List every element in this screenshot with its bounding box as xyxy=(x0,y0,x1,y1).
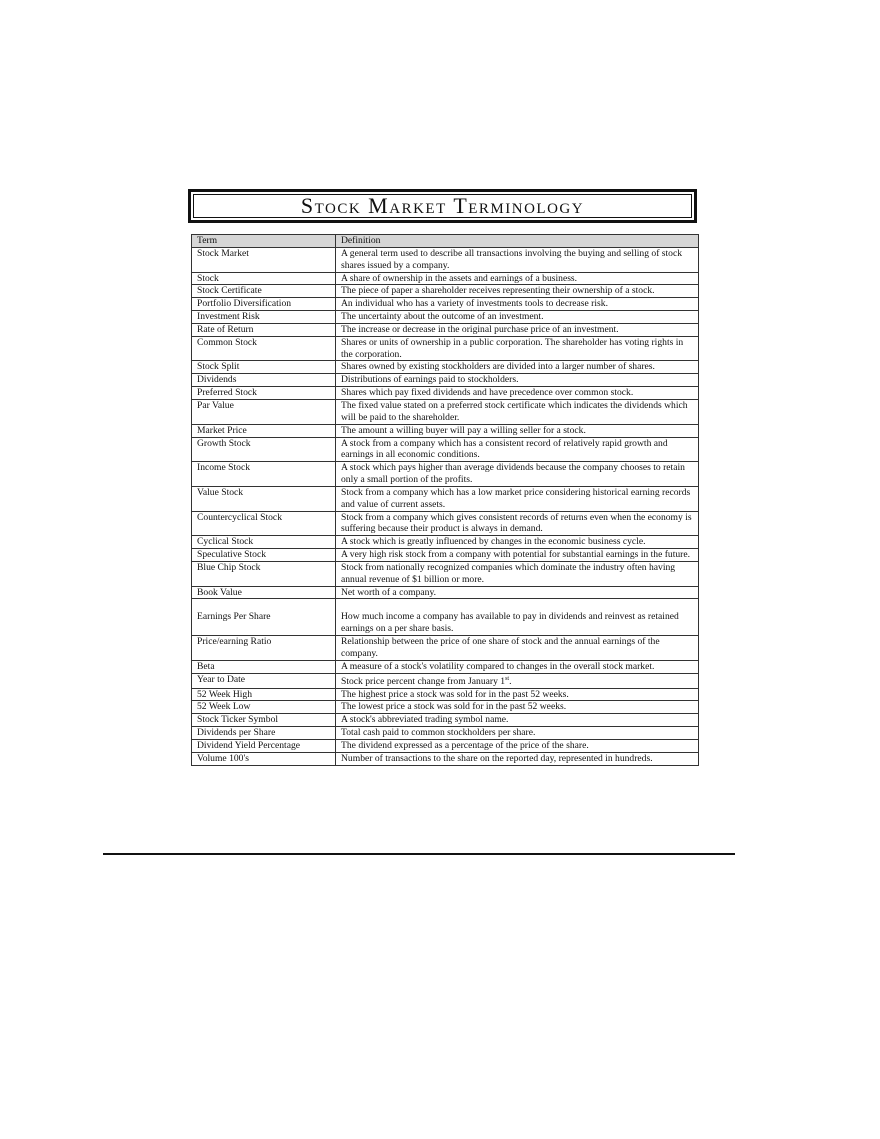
term-cell: Dividends per Share xyxy=(192,727,336,740)
term-cell: Speculative Stock xyxy=(192,549,336,562)
table-row xyxy=(192,660,699,673)
term-cell: Countercyclical Stock xyxy=(192,511,336,536)
definition-cell: The increase or decrease in the original purchase price of an investment. xyxy=(336,323,699,336)
page-title: Stock Market Terminology xyxy=(300,193,585,218)
term-cell: Growth Stock xyxy=(192,437,336,462)
table-row xyxy=(192,336,699,361)
terminology-table xyxy=(191,234,699,766)
definition-cell: Stock from a company which has a low market price considering historical earning records and value of current assets. xyxy=(336,486,699,511)
table-row xyxy=(192,688,699,701)
term-cell: Portfolio Diversification xyxy=(192,298,336,311)
term-cell: Year to Date xyxy=(192,673,336,688)
term-cell: Volume 100's xyxy=(192,752,336,765)
table-row xyxy=(192,586,699,599)
header-term: Term xyxy=(192,235,336,248)
term-cell: Price/earning Ratio xyxy=(192,636,336,661)
table-row xyxy=(192,361,699,374)
term-cell: Stock Split xyxy=(192,361,336,374)
term-cell: Investment Risk xyxy=(192,311,336,324)
table-row xyxy=(192,437,699,462)
definition-cell: Shares or units of ownership in a public corporation. The shareholder has voting rights in the corporation. xyxy=(336,336,699,361)
table-row xyxy=(192,599,699,636)
definition-cell: A stock which pays higher than average dividends because the company chooses to retain only a small portion of the profits. xyxy=(336,462,699,487)
definition-cell: A stock from a company which has a consistent record of relatively rapid growth and earnings in all economic conditions. xyxy=(336,437,699,462)
definition-cell: Stock from nationally recognized companies which dominate the industry often having annual revenue of $1 billion or more. xyxy=(336,561,699,586)
definition-cell: A very high risk stock from a company with potential for substantial earnings in the future. xyxy=(336,549,699,562)
definition-cell: The fixed value stated on a preferred stock certificate which indicates the dividends which will be paid to the shareholder. xyxy=(336,399,699,424)
table-row xyxy=(192,399,699,424)
table-row xyxy=(192,387,699,400)
definition-cell: A measure of a stock's volatility compared to changes in the overall stock market. xyxy=(336,660,699,673)
definition-cell: A general term used to describe all transactions involving the buying and selling of stock shares issued by a company. xyxy=(336,247,699,272)
definition-cell: The piece of paper a shareholder receives representing their ownership of a stock. xyxy=(336,285,699,298)
table-row xyxy=(192,561,699,586)
term-cell: Dividends xyxy=(192,374,336,387)
term-cell: Rate of Return xyxy=(192,323,336,336)
term-cell: Stock Certificate xyxy=(192,285,336,298)
definition-cell: Shares which pay fixed dividends and have precedence over common stock. xyxy=(336,387,699,400)
table-header-row xyxy=(192,235,699,248)
table-row xyxy=(192,285,699,298)
table-row xyxy=(192,752,699,765)
term-cell: Income Stock xyxy=(192,462,336,487)
table-row xyxy=(192,536,699,549)
table-row xyxy=(192,374,699,387)
header-definition: Definition xyxy=(336,235,699,248)
definition-cell: Total cash paid to common stockholders per share. xyxy=(336,727,699,740)
title-banner xyxy=(188,189,697,223)
term-cell: 52 Week High xyxy=(192,688,336,701)
term-cell: Earnings Per Share xyxy=(192,599,336,636)
term-cell: 52 Week Low xyxy=(192,701,336,714)
table-row xyxy=(192,424,699,437)
definition-cell: Stock from a company which gives consistent records of returns even when the economy is suffering because their product is always in demand. xyxy=(336,511,699,536)
term-cell: Preferred Stock xyxy=(192,387,336,400)
term-cell: Common Stock xyxy=(192,336,336,361)
table-row xyxy=(192,701,699,714)
term-cell: Dividend Yield Percentage xyxy=(192,739,336,752)
definition-cell: The dividend expressed as a percentage of the price of the share. xyxy=(336,739,699,752)
term-cell: Cyclical Stock xyxy=(192,536,336,549)
table-row xyxy=(192,311,699,324)
table-row xyxy=(192,714,699,727)
term-cell: Stock Ticker Symbol xyxy=(192,714,336,727)
table-row xyxy=(192,511,699,536)
definition-cell: Net worth of a company. xyxy=(336,586,699,599)
term-cell: Stock Market xyxy=(192,247,336,272)
definition-cell: The amount a willing buyer will pay a willing seller for a stock. xyxy=(336,424,699,437)
definition-cell: Number of transactions to the share on the reported day, represented in hundreds. xyxy=(336,752,699,765)
definition-cell: Relationship between the price of one share of stock and the annual earnings of the company. xyxy=(336,636,699,661)
term-cell: Par Value xyxy=(192,399,336,424)
definition-cell: How much income a company has available to pay in dividends and reinvest as retained earnings on a per share basis. xyxy=(336,599,699,636)
definition-cell: The lowest price a stock was sold for in the past 52 weeks. xyxy=(336,701,699,714)
definition-cell: Shares owned by existing stockholders are divided into a larger number of shares. xyxy=(336,361,699,374)
table-row xyxy=(192,247,699,272)
definition-cell: Stock price percent change from January 1st. xyxy=(336,673,699,688)
horizontal-divider xyxy=(103,853,735,855)
term-cell: Blue Chip Stock xyxy=(192,561,336,586)
term-cell: Market Price xyxy=(192,424,336,437)
table-row xyxy=(192,739,699,752)
table-row xyxy=(192,323,699,336)
definition-cell: An individual who has a variety of investments tools to decrease risk. xyxy=(336,298,699,311)
term-cell: Value Stock xyxy=(192,486,336,511)
definition-cell: A share of ownership in the assets and earnings of a business. xyxy=(336,272,699,285)
definition-cell: A stock's abbreviated trading symbol name. xyxy=(336,714,699,727)
table-row xyxy=(192,727,699,740)
table-row xyxy=(192,462,699,487)
table-row xyxy=(192,298,699,311)
table-row xyxy=(192,486,699,511)
table-row xyxy=(192,272,699,285)
definition-cell: Distributions of earnings paid to stockholders. xyxy=(336,374,699,387)
definition-cell: A stock which is greatly influenced by changes in the economic business cycle. xyxy=(336,536,699,549)
term-cell: Stock xyxy=(192,272,336,285)
term-cell: Beta xyxy=(192,660,336,673)
table-row xyxy=(192,673,699,688)
definition-cell: The highest price a stock was sold for in the past 52 weeks. xyxy=(336,688,699,701)
table-row xyxy=(192,636,699,661)
table-row xyxy=(192,549,699,562)
definition-cell: The uncertainty about the outcome of an investment. xyxy=(336,311,699,324)
term-cell: Book Value xyxy=(192,586,336,599)
